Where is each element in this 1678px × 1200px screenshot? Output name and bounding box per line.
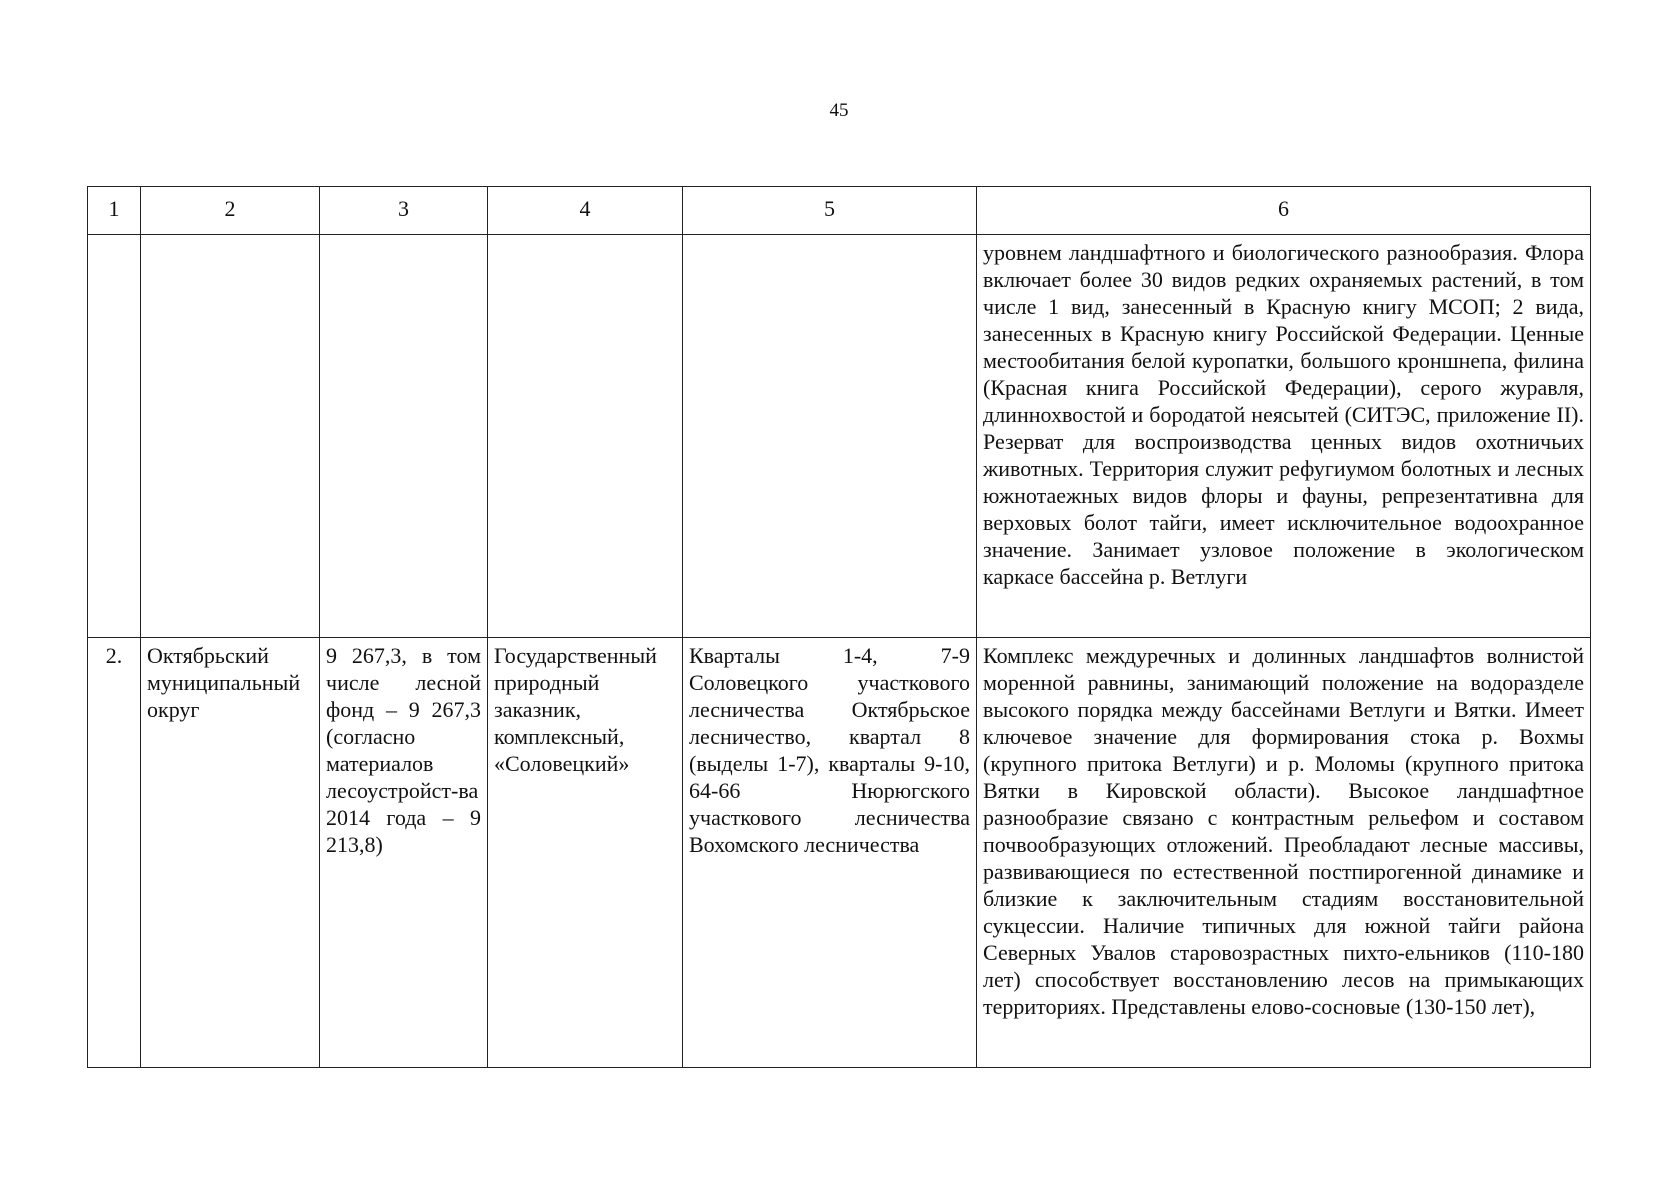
area-cell [320, 235, 488, 638]
row-number-cell: 2. [88, 638, 141, 1068]
category-cell [488, 235, 683, 638]
district-cell [141, 235, 320, 638]
table-row [88, 235, 1591, 638]
location-cell: Кварталы 1-4, 7-9 Соловецкого участкового лесничества Октябрьское лесничество, квартал 8 (выделы 1-7), кварталы 9-10, 64-66 Нюрюгского участкового лесничества Вохомского лесничества [683, 638, 977, 1068]
column-header-4: 4 [488, 187, 683, 235]
location-cell [683, 235, 977, 638]
column-header-6: 6 [977, 187, 1591, 235]
description-cell: Комплекс междуречных и долинных ландшафтов волнистой моренной равнины, занимающий положение на водоразделе высокого порядка между бассейнами Ветлуги и Вятки. Имеет ключевое значение для формирования стока р. Вохмы (крупного притока Ветлуги) и р. Моломы (крупного притока Вятки в Кировской области). Высокое ландшафтное разнообразие связано с контрастным рельефом и составом почвообразующих отложений. Преобладают лесные массивы, развивающиеся по естественной постпирогенной динамике и близкие к заключительным стадиям восстановительной сукцессии. Наличие типичных для южной тайги района Северных Увалов старовозрастных пихто-ельников (110-180 лет) способствует восстановлению лесов на примыкающих территориях. Представлены елово-сосновые (130-150 лет), [977, 638, 1591, 1068]
document-table [87, 186, 1591, 1068]
column-header-2: 2 [141, 187, 320, 235]
column-header-3: 3 [320, 187, 488, 235]
row-number-cell [88, 235, 141, 638]
column-header-5: 5 [683, 187, 977, 235]
page-number: 45 [829, 100, 849, 121]
district-cell: Октябрьский муниципальный округ [141, 638, 320, 1068]
area-cell: 9 267,3, в том числе лесной фонд – 9 267,3 (согласно материалов лесоустройст-ва 2014 года – 9 213,8) [320, 638, 488, 1068]
table-row [88, 638, 1591, 1068]
column-header-1: 1 [88, 187, 141, 235]
description-cell: уровнем ландшафтного и биологического разнообразия. Флора включает более 30 видов редких охраняемых растений, в том числе 1 вид, занесенный в Красную книгу МСОП; 2 вида, занесенных в Красную книгу Российской Федерации. Ценные местообитания белой куропатки, большого кроншнепа, филина (Красная книга Российской Федерации), серого журавля, длиннохвостой и бородатой неясытей (СИТЭС, приложение II). Резерват для воспроизводства ценных видов охотничьих животных. Территория служит рефугиумом болотных и лесных южнотаежных видов флоры и фауны, репрезентативна для верховых болот тайги, имеет исключительное водоохранное значение. Занимает узловое положение в экологическом каркасе бассейна р. Ветлуги [977, 235, 1591, 638]
category-cell: Государственный природный заказник, комплексный, «Соловецкий» [488, 638, 683, 1068]
table-header-row [88, 187, 1591, 235]
